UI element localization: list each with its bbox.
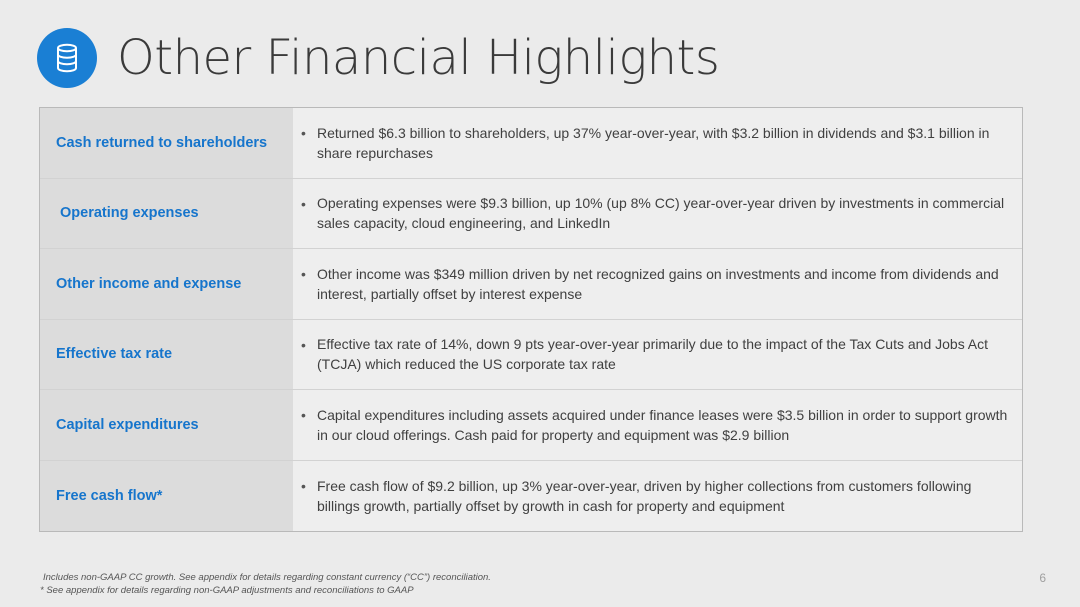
row-label: Other income and expense (40, 249, 293, 319)
page-number: 6 (1039, 571, 1046, 585)
row-text: Effective tax rate of 14%, down 9 pts year-over-year primarily due to the impact of the Tax Cuts and Jobs Act (TCJA) which reduced the US corporate tax rate (317, 336, 989, 373)
row-text: Operating expenses were $9.3 billion, up 10% (up 8% CC) year-over-year driven by investments in commercial sales capacity, cloud engineering, and LinkedIn (317, 195, 1005, 232)
row-label: Cash returned to shareholders (40, 108, 293, 178)
bullet-icon: • (301, 195, 306, 212)
database-icon (37, 28, 97, 88)
row-text: Returned $6.3 billion to shareholders, up 37% year-over-year, with $3.2 billion in dividends and $3.1 billion in share repurchases (317, 124, 990, 161)
row-label: Capital expenditures (40, 390, 293, 460)
row-description (293, 390, 1022, 460)
footnote-gaap: * See appendix for details regarding non-GAAP adjustments and reconciliations to GAAP (40, 585, 414, 596)
table-row (40, 390, 1022, 461)
slide-title: Other Financial Highlights (117, 30, 720, 86)
row-description (293, 320, 1022, 390)
row-description (293, 108, 1022, 178)
row-label: Operating expenses (40, 179, 293, 249)
table-row (40, 108, 1022, 179)
row-description (293, 461, 1022, 532)
footnote-cc: Includes non-GAAP CC growth. See appendix for details regarding constant currency (“CC”) reconciliation. (43, 572, 491, 583)
bullet-icon: • (301, 477, 306, 494)
bullet-icon: • (301, 125, 306, 141)
table-row (40, 249, 1022, 320)
footnotes (40, 571, 491, 597)
row-description (293, 249, 1022, 319)
bullet-icon: • (301, 336, 306, 353)
row-text: Other income was $349 million driven by net recognized gains on investments and income from dividends and interest, partially offset by interest expense (317, 265, 999, 302)
bullet-icon: • (301, 266, 306, 282)
row-label: Effective tax rate (40, 320, 293, 390)
table-row (40, 320, 1022, 391)
table-row (40, 179, 1022, 250)
highlights-table (39, 107, 1023, 532)
bullet-icon: • (301, 407, 306, 423)
row-label: Free cash flow* (40, 461, 293, 532)
row-description (293, 179, 1022, 249)
row-text: Free cash flow of $9.2 billion, up 3% year-over-year, driven by higher collections from customers following billings growth, partially offset by growth in cash for property and equipment (317, 477, 972, 514)
table-row (40, 461, 1022, 532)
row-text: Capital expenditures including assets acquired under finance leases were $3.5 billion in order to support growth in our cloud offerings. Cash paid for property and equipment was $2.9 billion (317, 406, 1008, 443)
